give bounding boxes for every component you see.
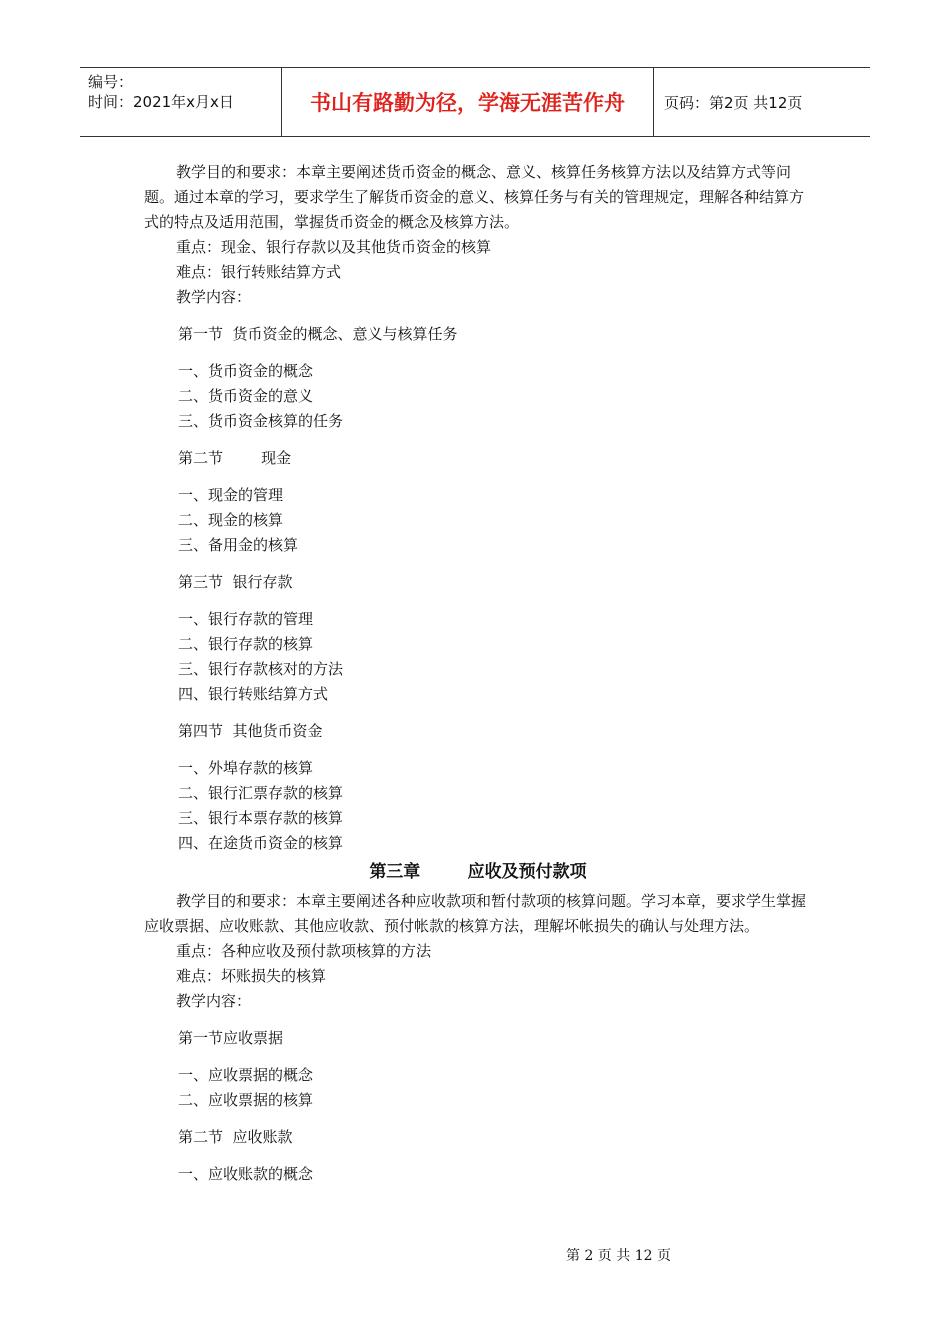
body-line: 难点：坏账损失的核算: [176, 967, 327, 985]
section-heading: 第一节 货币资金的概念、意义与核算任务: [178, 325, 458, 343]
list-item: 二、货币资金的意义: [178, 387, 314, 405]
list-item: 四、在途货币资金的核算: [178, 834, 344, 852]
list-item: 三、银行存款核对的方法: [178, 660, 344, 678]
body-line: 难点：银行转账结算方式: [176, 263, 342, 281]
page-footer: 第 2 页 共 12 页: [566, 1248, 671, 1264]
page-header: [80, 67, 870, 137]
list-item: 一、应收账款的概念: [178, 1165, 314, 1183]
list-item: 四、银行转账结算方式: [178, 685, 329, 703]
body-paragraph: 教学目的和要求：本章主要阐述各种应收款项和暂付款项的核算问题。学习本章，要求学生掌握应收票据、应收账款、其他应收款、预付帐款的核算方法，理解坏帐损失的确认与处理方法。: [144, 892, 807, 935]
serial-label: 编号：: [88, 73, 134, 91]
header-meta: [80, 68, 282, 136]
list-item: 一、银行存款的管理: [178, 610, 314, 628]
body-paragraph: 教学目的和要求：本章主要阐述货币资金的概念、意义、核算任务核算方法以及结算方式等问题。通过本章的学习，要求学生了解货币资金的意义、核算任务与有关的管理规定，理解各种结算方式的特点及适用范围，掌握货币资金的概念及核算方法。: [144, 163, 805, 231]
document-body: [144, 160, 812, 1187]
section-heading: 第三节 银行存款: [178, 573, 293, 591]
list-item: 二、应收票据的核算: [178, 1091, 314, 1109]
list-item: 一、货币资金的概念: [178, 362, 314, 380]
body-line: 重点：现金、银行存款以及其他货币资金的核算: [176, 238, 492, 256]
body-line: 教学内容：: [176, 992, 252, 1010]
list-item: 二、银行汇票存款的核算: [178, 784, 344, 802]
chapter-title: 第三章 应收及预付款项: [369, 862, 587, 882]
section-heading: 第一节应收票据: [178, 1029, 284, 1047]
body-line: 教学内容：: [176, 288, 252, 306]
list-item: 三、货币资金核算的任务: [178, 412, 344, 430]
section-heading: 第二节 应收账款: [178, 1128, 293, 1146]
list-item: 三、银行本票存款的核算: [178, 809, 344, 827]
section-heading: 第四节 其他货币资金: [178, 722, 323, 740]
list-item: 二、现金的核算: [178, 511, 284, 529]
list-item: 一、外埠存款的核算: [178, 759, 314, 777]
header-motto: 书山有路勤为径，学海无涯苦作舟: [282, 68, 654, 136]
header-page-info: 页码：第2页 共12页: [664, 93, 803, 112]
list-item: 三、备用金的核算: [178, 536, 299, 554]
list-item: 一、应收票据的概念: [178, 1066, 314, 1084]
list-item: 一、现金的管理: [178, 486, 284, 504]
body-line: 重点：各种应收及预付款项核算的方法: [176, 942, 432, 960]
list-item: 二、银行存款的核算: [178, 635, 314, 653]
time-label: 时间：2021年x月x日: [88, 93, 234, 111]
section-heading: 第二节 现金: [178, 449, 292, 467]
